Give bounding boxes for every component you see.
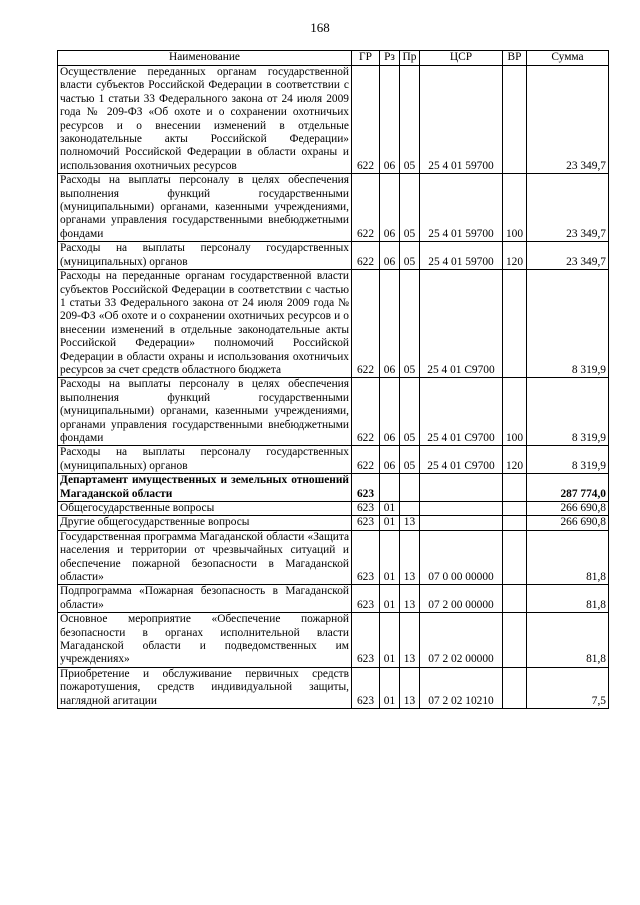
cell-sum: 23 349,7: [527, 242, 609, 270]
cell-gr: 622: [352, 270, 380, 378]
cell-rz: 01: [380, 585, 400, 613]
cell-rz: 01: [380, 667, 400, 708]
cell-csr: 25 4 01 C9700: [420, 446, 503, 474]
cell-csr: 25 4 01 59700: [420, 66, 503, 174]
cell-rz: 06: [380, 66, 400, 174]
header-rz: Рз: [380, 51, 400, 66]
cell-gr: 622: [352, 66, 380, 174]
cell-pr: [400, 502, 420, 516]
cell-pr: 05: [400, 446, 420, 474]
header-name: Наименование: [58, 51, 352, 66]
cell-name: Другие общегосударственные вопросы: [58, 516, 352, 530]
cell-sum: 7,5: [527, 667, 609, 708]
cell-gr: 623: [352, 474, 380, 502]
cell-pr: [400, 474, 420, 502]
cell-gr: 623: [352, 530, 380, 585]
cell-vr: [503, 613, 527, 668]
cell-rz: 06: [380, 378, 400, 446]
cell-pr: 05: [400, 242, 420, 270]
cell-vr: [503, 530, 527, 585]
cell-pr: 05: [400, 66, 420, 174]
table-row: [58, 66, 609, 174]
cell-sum: 81,8: [527, 613, 609, 668]
cell-pr: 13: [400, 530, 420, 585]
cell-name: Расходы на переданные органам государственной власти субъектов Российской Федерации в соответствии с частью 1 статьи 33 Федерального закона от 24 июля 2009 года № 209-ФЗ «Об охоте и о сохранении охотничьих ресурсов и о внесении изменений в отдельные законодательные акты Российской Федерации» полномочий Российской Федерации в области охраны и использования охотничьих ресурсов за счет средств областного бюджета: [58, 270, 352, 378]
budget-table: [57, 50, 609, 709]
table-row: [58, 516, 609, 530]
cell-gr: 622: [352, 242, 380, 270]
cell-name: Приобретение и обслуживание первичных средств пожаротушения, средств индивидуальной защиты, наглядной агитации: [58, 667, 352, 708]
table-row: [58, 270, 609, 378]
cell-pr: 05: [400, 270, 420, 378]
cell-gr: 623: [352, 667, 380, 708]
cell-pr: 13: [400, 585, 420, 613]
cell-gr: 623: [352, 585, 380, 613]
cell-pr: 13: [400, 613, 420, 668]
cell-csr: [420, 516, 503, 530]
cell-csr: 07 2 02 00000: [420, 613, 503, 668]
header-sum: Сумма: [527, 51, 609, 66]
cell-sum: 8 319,9: [527, 378, 609, 446]
cell-name: Расходы на выплаты персоналу государственных (муниципальных) органов: [58, 446, 352, 474]
cell-sum: 287 774,0: [527, 474, 609, 502]
cell-sum: 23 349,7: [527, 66, 609, 174]
cell-vr: 120: [503, 242, 527, 270]
cell-pr: 13: [400, 667, 420, 708]
cell-rz: 06: [380, 242, 400, 270]
cell-csr: 25 4 01 59700: [420, 242, 503, 270]
header-csr: ЦСР: [420, 51, 503, 66]
cell-name: Департамент имущественных и земельных отношений Магаданской области: [58, 474, 352, 502]
cell-rz: 01: [380, 516, 400, 530]
header-vr: ВР: [503, 51, 527, 66]
cell-pr: 13: [400, 516, 420, 530]
page-number: 168: [310, 20, 330, 35]
table-row: [58, 446, 609, 474]
table-row: [58, 242, 609, 270]
cell-gr: 622: [352, 174, 380, 242]
cell-gr: 623: [352, 516, 380, 530]
cell-name: Расходы на выплаты персоналу государственных (муниципальных) органов: [58, 242, 352, 270]
cell-gr: 623: [352, 613, 380, 668]
cell-vr: [503, 667, 527, 708]
cell-rz: [380, 474, 400, 502]
cell-name: Осуществление переданных органам государственной власти субъектов Российской Федерации в соответствии с частью 1 статьи 33 Федерального закона от 24 июля 2009 года № 209-ФЗ «Об охоте и о сохранении охотничьих ресурсов и о внесении изменений в отдельные законодательные акты Российской Федерации» полномочий Российской Федерации в области охраны и использования охотничьих ресурсов: [58, 66, 352, 174]
cell-pr: 05: [400, 174, 420, 242]
cell-name: Общегосударственные вопросы: [58, 502, 352, 516]
cell-sum: 23 349,7: [527, 174, 609, 242]
cell-sum: 8 319,9: [527, 446, 609, 474]
cell-csr: 25 4 01 C9700: [420, 378, 503, 446]
table-row: [58, 613, 609, 668]
cell-sum: 266 690,8: [527, 516, 609, 530]
cell-gr: 622: [352, 446, 380, 474]
cell-vr: [503, 585, 527, 613]
header-pr: Пр: [400, 51, 420, 66]
cell-name: Расходы на выплаты персоналу в целях обеспечения выполнения функций государственными (муниципальными) органами, казенными учреждениями, органами управления государственными внебюджетными фондами: [58, 378, 352, 446]
cell-sum: 81,8: [527, 585, 609, 613]
cell-csr: [420, 474, 503, 502]
cell-sum: 266 690,8: [527, 502, 609, 516]
cell-rz: 01: [380, 530, 400, 585]
cell-name: Основное мероприятие «Обеспечение пожарной безопасности в органах исполнительной власти Магаданской области и подведомственных им учреждениях»: [58, 613, 352, 668]
cell-name: Расходы на выплаты персоналу в целях обеспечения выполнения функций государственными (муниципальными) органами, казенными учреждениями, органами управления государственными внебюджетными фондами: [58, 174, 352, 242]
table-row: [58, 174, 609, 242]
cell-csr: [420, 502, 503, 516]
cell-csr: 25 4 01 C9700: [420, 270, 503, 378]
cell-csr: 07 2 00 00000: [420, 585, 503, 613]
cell-rz: 01: [380, 502, 400, 516]
cell-csr: 07 0 00 00000: [420, 530, 503, 585]
table-body: [58, 66, 609, 709]
table-row: [58, 474, 609, 502]
cell-gr: 623: [352, 502, 380, 516]
cell-name: Подпрограмма «Пожарная безопасность в Магаданской области»: [58, 585, 352, 613]
cell-gr: 622: [352, 378, 380, 446]
cell-name: Государственная программа Магаданской области «Защита населения и территории от чрезвычайных ситуаций и обеспечение пожарной безопасности в Магаданской области»: [58, 530, 352, 585]
cell-rz: 06: [380, 446, 400, 474]
cell-vr: 100: [503, 174, 527, 242]
cell-vr: [503, 516, 527, 530]
cell-csr: 07 2 02 10210: [420, 667, 503, 708]
cell-vr: 100: [503, 378, 527, 446]
cell-vr: [503, 502, 527, 516]
cell-rz: 06: [380, 174, 400, 242]
table-header-row: [58, 51, 609, 66]
header-gr: ГР: [352, 51, 380, 66]
cell-vr: 120: [503, 446, 527, 474]
cell-pr: 05: [400, 378, 420, 446]
cell-csr: 25 4 01 59700: [420, 174, 503, 242]
cell-sum: 8 319,9: [527, 270, 609, 378]
cell-sum: 81,8: [527, 530, 609, 585]
cell-rz: 01: [380, 613, 400, 668]
table-row: [58, 530, 609, 585]
table-row: [58, 585, 609, 613]
cell-vr: [503, 474, 527, 502]
table-row: [58, 667, 609, 708]
cell-vr: [503, 270, 527, 378]
cell-vr: [503, 66, 527, 174]
table-row: [58, 502, 609, 516]
table-row: [58, 378, 609, 446]
cell-rz: 06: [380, 270, 400, 378]
